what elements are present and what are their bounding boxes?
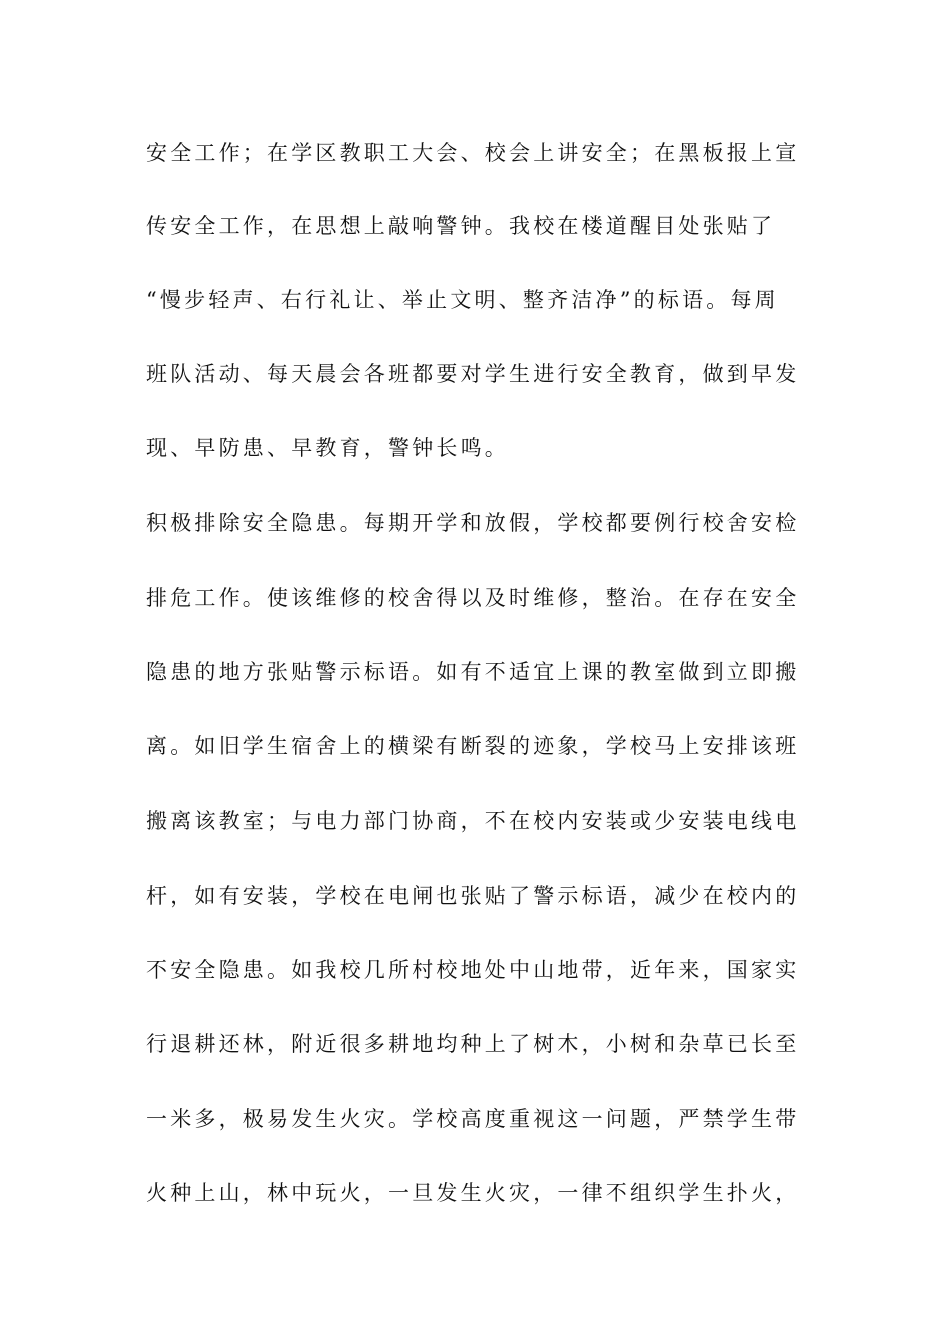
text-line: 行退耕还林，附近很多耕地均种上了树木，小树和杂草已长至 bbox=[146, 1032, 800, 1056]
text-line: 一米多，极易发生火灾。学校高度重视这一问题，严禁学生带 bbox=[146, 1107, 800, 1131]
text-line: “慢步轻声、右行礼让、举止文明、整齐洁净”的标语。每周 bbox=[146, 288, 779, 312]
text-line: 现、早防患、早教育，警钟长鸣。 bbox=[146, 436, 509, 460]
text-line: 积极排除安全隐患。每期开学和放假，学校都要例行校舍安检 bbox=[146, 511, 800, 535]
text-line: 杆，如有安装，学校在电闸也张贴了警示标语，减少在校内的 bbox=[146, 884, 800, 908]
text-line: 搬离该教室；与电力部门协商，不在校内安装或少安装电线电 bbox=[146, 809, 800, 833]
text-line: 班队活动、每天晨会各班都要对学生进行安全教育，做到早发 bbox=[146, 362, 800, 386]
text-line: 不安全隐患。如我校几所村校地处中山地带，近年来，国家实 bbox=[146, 958, 800, 982]
text-line: 传安全工作，在思想上敲响警钟。我校在楼道醒目处张贴了 bbox=[146, 214, 776, 238]
text-line: 排危工作。使该维修的校舍得以及时维修，整治。在存在安全 bbox=[146, 586, 800, 610]
text-line: 安全工作；在学区教职工大会、校会上讲安全；在黑板报上宣 bbox=[146, 141, 800, 165]
text-line: 离。如旧学生宿舍上的横梁有断裂的迹象，学校马上安排该班 bbox=[146, 734, 800, 758]
text-line: 隐患的地方张贴警示标语。如有不适宜上课的教室做到立即搬 bbox=[146, 660, 800, 684]
text-line: 火种上山，林中玩火，一旦发生火灾，一律不组织学生扑火， bbox=[146, 1181, 800, 1205]
